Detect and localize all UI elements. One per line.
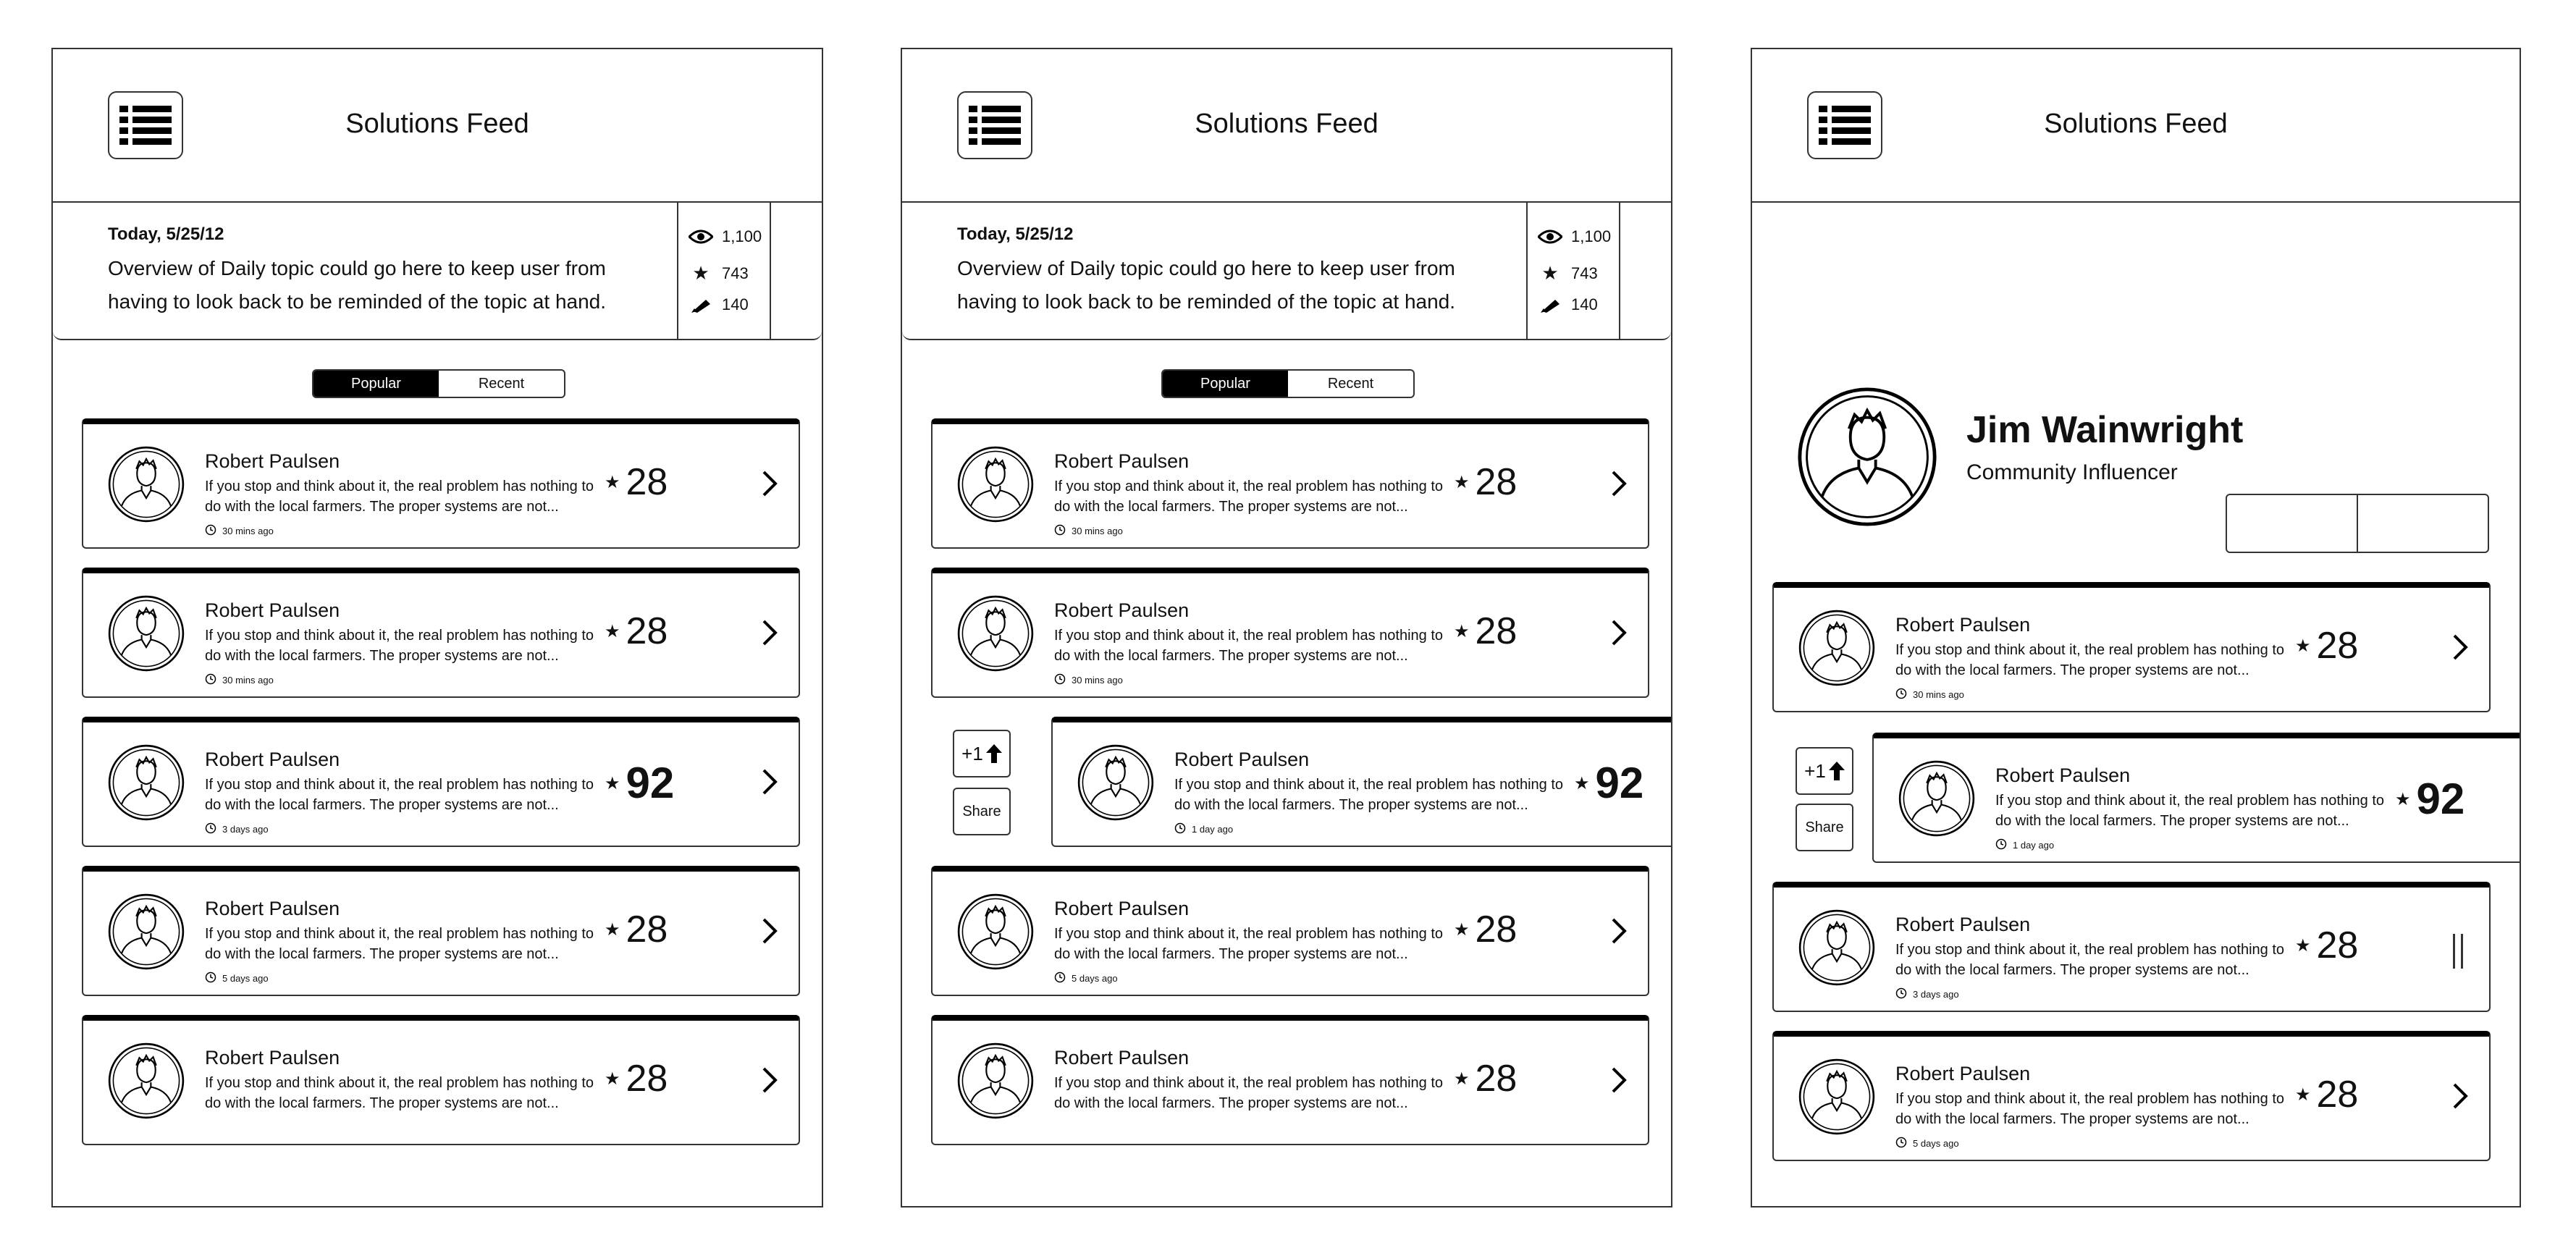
post-excerpt: If you stop and think about it, the real problem has nothing to do with the local farmers. The proper systems are not... — [1054, 926, 1444, 962]
score-value: 28 — [1475, 610, 1518, 652]
sort-tabs — [312, 369, 565, 398]
chevron-right-icon[interactable] — [759, 618, 780, 647]
post-time-label: 30 mins ago — [1913, 689, 1964, 700]
clock-icon — [1895, 987, 1907, 1001]
post-author: Robert Paulsen — [205, 1047, 340, 1069]
post-author: Robert Paulsen — [205, 898, 340, 919]
chevron-right-icon[interactable] — [759, 916, 780, 945]
post-time-label: 5 days ago — [222, 973, 269, 984]
star-icon: ★ — [605, 919, 620, 940]
post-score — [1454, 909, 1518, 951]
avatar — [957, 595, 1034, 672]
post-score — [2395, 777, 2465, 821]
tab-recent[interactable]: Recent — [1327, 375, 1374, 392]
star-icon: ★ — [2295, 636, 2311, 656]
clock-icon — [1895, 688, 1907, 701]
post-author: Robert Paulsen — [1895, 1063, 2031, 1084]
star-icon: ★ — [1541, 262, 1559, 284]
post-excerpt: If you stop and think about it, the real problem has nothing to do with the local farmers. The proper systems are not... — [1895, 942, 2285, 978]
score-value: 92 — [1595, 759, 1644, 807]
chevron-right-icon[interactable] — [1609, 916, 1629, 945]
edits-stat — [1538, 295, 1598, 314]
arrow-up-icon — [986, 744, 1002, 763]
topic-text: Overview of Daily topic could go here to keep user from having to look back to be reminded of the topic at hand. — [108, 257, 607, 313]
plus-one-label: +1 — [961, 742, 983, 764]
post-score — [605, 1058, 668, 1100]
star-icon: ★ — [1454, 1069, 1470, 1089]
post-author: Robert Paulsen — [1054, 898, 1190, 919]
post-score — [2295, 627, 2358, 665]
post-time-label: 5 days ago — [1913, 1138, 1959, 1149]
views-count: 1,100 — [722, 227, 762, 245]
post-card[interactable] — [931, 866, 1649, 996]
post-excerpt: If you stop and think about it, the real problem has nothing to do with the local farmers. The proper systems are not... — [205, 777, 594, 813]
score-value: 28 — [626, 610, 668, 652]
post-author: Robert Paulsen — [1054, 1047, 1190, 1069]
chevron-right-icon[interactable] — [759, 469, 780, 498]
post-card[interactable] — [1872, 733, 2521, 863]
score-value: 28 — [626, 1058, 668, 1100]
chevron-right-icon[interactable] — [759, 767, 780, 796]
drag-handle-icon[interactable] — [2453, 934, 2463, 969]
profile-role: Community Influencer — [1966, 460, 2178, 484]
tab-recent[interactable]: Recent — [478, 375, 525, 392]
post-excerpt: If you stop and think about it, the real problem has nothing to do with the local farmers. The proper systems are not... — [1895, 642, 2285, 678]
page-title: Solutions Feed — [345, 109, 529, 139]
post-time-label: 30 mins ago — [222, 675, 274, 686]
score-value: 92 — [2416, 775, 2465, 823]
star-icon: ★ — [605, 472, 620, 492]
post-excerpt: If you stop and think about it, the real problem has nothing to do with the local farmers. The proper systems are not... — [1054, 1075, 1444, 1111]
page-title: Solutions Feed — [2044, 109, 2228, 139]
chevron-right-icon[interactable] — [1609, 469, 1629, 498]
star-icon: ★ — [2395, 789, 2411, 809]
topic-date: Today, 5/25/12 — [108, 224, 224, 244]
topic-text: Overview of Daily topic could go here to keep user from having to look back to be reminded of the topic at hand. — [957, 257, 1456, 313]
pencil-icon — [689, 297, 713, 313]
chevron-right-icon[interactable] — [2450, 1082, 2470, 1110]
post-score — [1574, 759, 1644, 807]
chevron-right-icon[interactable] — [759, 1066, 780, 1095]
post-excerpt: If you stop and think about it, the real problem has nothing to do with the local farmers. The proper systems are not... — [1054, 479, 1444, 515]
plus-one-label: +1 — [1804, 759, 1826, 782]
feed-screen-popular — [51, 48, 823, 1207]
profile-name: Jim Wainwright — [1966, 409, 2244, 451]
post-excerpt: If you stop and think about it, the real problem has nothing to do with the local farmers. The proper systems are not... — [1054, 628, 1444, 664]
post-time — [1895, 688, 1964, 701]
clock-icon — [205, 524, 216, 538]
edits-count: 140 — [722, 295, 749, 313]
post-author: Robert Paulsen — [1995, 764, 2131, 786]
score-value: 28 — [626, 909, 668, 951]
post-author: Robert Paulsen — [205, 599, 340, 621]
post-time — [205, 971, 269, 985]
chevron-right-icon[interactable] — [1609, 1066, 1629, 1095]
avatar — [108, 893, 185, 970]
clock-icon — [1054, 971, 1066, 985]
post-excerpt: If you stop and think about it, the real problem has nothing to do with the local farmers. The proper systems are not... — [1895, 1091, 2285, 1127]
post-author: Robert Paulsen — [1054, 450, 1190, 472]
score-value: 28 — [626, 461, 668, 503]
avatar — [957, 446, 1034, 523]
post-card[interactable] — [931, 418, 1649, 549]
post-excerpt: If you stop and think about it, the real problem has nothing to do with the local farmers. The proper systems are not... — [1174, 777, 1564, 813]
post-author: Robert Paulsen — [205, 450, 340, 472]
post-time-label: 1 day ago — [2013, 840, 2055, 851]
star-icon: ★ — [1454, 621, 1470, 641]
score-value: 28 — [2316, 1074, 2359, 1116]
plus-one-button[interactable] — [1796, 747, 1853, 795]
post-score — [605, 909, 668, 951]
post-time-label: 30 mins ago — [1072, 675, 1123, 686]
post-author: Robert Paulsen — [1174, 749, 1310, 770]
profile-action-left[interactable] — [2227, 495, 2357, 552]
post-time-label: 3 days ago — [1913, 989, 1959, 1000]
post-excerpt: If you stop and think about it, the real problem has nothing to do with the local farmers. The proper systems are not... — [205, 926, 594, 962]
post-score — [605, 612, 668, 650]
star-icon: ★ — [1454, 919, 1470, 940]
avatar — [957, 893, 1034, 970]
share-button[interactable]: Share — [1796, 804, 1853, 851]
chevron-right-icon[interactable] — [2450, 633, 2470, 662]
edits-count: 140 — [1571, 295, 1598, 313]
post-score — [1454, 612, 1517, 650]
post-card[interactable] — [82, 866, 800, 996]
avatar — [108, 744, 185, 821]
post-card[interactable] — [82, 568, 800, 698]
clock-icon — [1054, 524, 1066, 538]
profile-screen — [1751, 48, 2521, 1207]
clock-icon — [205, 822, 216, 836]
post-time — [1174, 822, 1233, 836]
post-card[interactable] — [1772, 1031, 2491, 1161]
stars-count: 743 — [722, 264, 749, 282]
score-value: 28 — [2316, 924, 2359, 966]
post-time-label: 30 mins ago — [222, 526, 274, 536]
chevron-right-icon[interactable] — [1609, 618, 1629, 647]
post-time — [205, 822, 269, 836]
clock-icon — [1174, 822, 1186, 836]
avatar — [1898, 760, 1975, 837]
avatar — [1798, 909, 1875, 986]
avatar — [108, 446, 185, 523]
views-stat — [689, 227, 762, 246]
post-excerpt: If you stop and think about it, the real problem has nothing to do with the local farmers. The proper systems are not... — [205, 1075, 594, 1111]
tab-popular[interactable]: Popular — [1163, 371, 1288, 397]
stars-count: 743 — [1571, 264, 1598, 282]
avatar — [108, 595, 185, 672]
views-stat — [1538, 227, 1611, 246]
post-time-label: 3 days ago — [222, 824, 269, 835]
post-time-label: 5 days ago — [1072, 973, 1118, 984]
post-score — [1454, 463, 1517, 501]
post-time — [1054, 971, 1118, 985]
post-time-label: 30 mins ago — [1072, 526, 1123, 536]
post-card[interactable] — [82, 717, 800, 847]
feed-screen-swipe — [901, 48, 1672, 1207]
score-value: 28 — [1475, 1058, 1518, 1100]
post-score — [2295, 1074, 2359, 1116]
eye-icon — [1538, 229, 1562, 244]
star-icon: ★ — [2295, 935, 2311, 956]
topic-stats — [1526, 201, 1620, 339]
sort-tabs — [1161, 369, 1415, 398]
post-excerpt: If you stop and think about it, the real problem has nothing to do with the local farmers. The proper systems are not... — [205, 479, 594, 515]
post-card[interactable] — [82, 418, 800, 549]
clock-icon — [1054, 673, 1066, 687]
clock-icon — [1895, 1137, 1907, 1150]
tab-popular[interactable]: Popular — [313, 371, 439, 397]
avatar — [1798, 1058, 1875, 1135]
pencil-icon — [1538, 297, 1562, 313]
post-author: Robert Paulsen — [1895, 914, 2031, 935]
post-time — [1895, 987, 1959, 1001]
app-header — [1752, 49, 2520, 203]
score-value: 28 — [2316, 625, 2359, 667]
plus-one-button[interactable] — [953, 730, 1011, 777]
star-icon: ★ — [1574, 773, 1590, 793]
post-card[interactable] — [1772, 582, 2491, 712]
app-header — [53, 49, 822, 203]
post-card[interactable] — [931, 1015, 1649, 1145]
star-icon: ★ — [605, 773, 620, 793]
star-icon: ★ — [2295, 1084, 2311, 1105]
post-excerpt: If you stop and think about it, the real problem has nothing to do with the local farmers. The proper systems are not... — [1995, 793, 2385, 829]
post-card[interactable] — [931, 568, 1649, 698]
avatar — [108, 1042, 185, 1119]
post-score — [605, 463, 668, 501]
post-time — [1054, 524, 1123, 538]
edits-stat — [689, 295, 749, 314]
star-icon: ★ — [605, 1069, 620, 1089]
clock-icon — [205, 673, 216, 687]
star-icon: ★ — [605, 621, 620, 641]
stars-stat — [1538, 262, 1598, 285]
post-author: Robert Paulsen — [1895, 614, 2031, 636]
post-time — [205, 673, 274, 687]
score-value: 28 — [1475, 909, 1518, 951]
post-time — [1895, 1137, 1959, 1150]
post-author: Robert Paulsen — [205, 749, 340, 770]
star-icon: ★ — [1454, 472, 1470, 492]
star-icon: ★ — [692, 262, 710, 284]
share-button[interactable]: Share — [953, 788, 1011, 835]
profile-action-right[interactable] — [2357, 495, 2488, 552]
post-card[interactable] — [82, 1015, 800, 1145]
score-value: 92 — [626, 759, 675, 807]
arrow-up-icon — [1829, 762, 1845, 780]
avatar — [957, 1042, 1034, 1119]
profile-action-buttons — [2226, 494, 2489, 553]
score-value: 28 — [1475, 461, 1518, 503]
post-time — [1054, 673, 1123, 687]
topic-overview — [902, 201, 1671, 340]
views-count: 1,100 — [1571, 227, 1612, 245]
post-score — [605, 759, 675, 807]
app-header — [902, 49, 1671, 203]
stars-stat — [689, 262, 749, 285]
page-title: Solutions Feed — [1195, 109, 1379, 139]
clock-icon — [205, 971, 216, 985]
post-card[interactable] — [1051, 717, 1672, 847]
profile-avatar — [1797, 387, 1937, 527]
post-card[interactable] — [1772, 882, 2491, 1012]
post-score — [2295, 924, 2359, 966]
avatar — [1077, 744, 1154, 821]
topic-overview — [53, 201, 822, 340]
topic-stats — [677, 201, 771, 339]
post-excerpt: If you stop and think about it, the real problem has nothing to do with the local farmers. The proper systems are not... — [205, 628, 594, 664]
post-time-label: 1 day ago — [1192, 824, 1234, 835]
topic-date: Today, 5/25/12 — [957, 224, 1074, 244]
post-score — [1454, 1058, 1518, 1100]
post-time — [1995, 838, 2054, 852]
post-author: Robert Paulsen — [1054, 599, 1190, 621]
post-time — [205, 524, 274, 538]
avatar — [1798, 610, 1875, 686]
clock-icon — [1995, 838, 2007, 852]
eye-icon — [689, 229, 713, 244]
